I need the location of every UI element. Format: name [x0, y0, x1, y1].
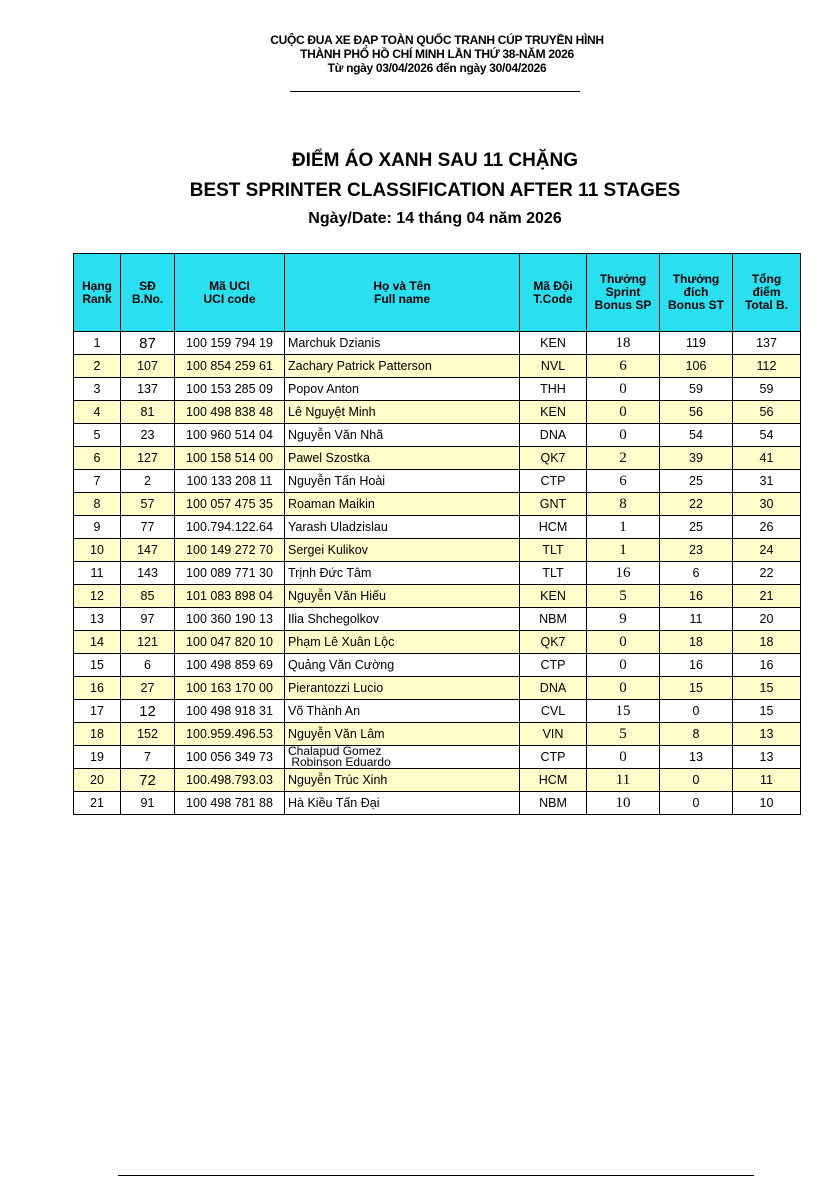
column-header-text: Full name	[373, 291, 430, 306]
bib-number-cell: 12	[121, 700, 175, 723]
column-header	[660, 254, 733, 332]
bonus-stage-cell: 18	[660, 631, 733, 654]
bib-number-cell: 77	[121, 516, 175, 539]
table-row	[74, 746, 801, 769]
uci-code-cell: 100 360 190 13	[175, 608, 285, 631]
rank-cell: 18	[74, 723, 121, 746]
uci-code-cell: 100 133 208 11	[175, 470, 285, 493]
team-code-cell: GNT	[520, 493, 587, 516]
header-line-3: Từ ngày 03/04/2026 đến ngày 30/04/2026	[327, 61, 547, 75]
bonus-stage-cell: 25	[660, 470, 733, 493]
rider-name-cell: Nguyễn Văn Lâm	[285, 723, 520, 746]
team-code-cell: THH	[520, 378, 587, 401]
table-row	[74, 562, 801, 585]
rank-cell: 12	[74, 585, 121, 608]
table-body	[74, 332, 801, 815]
uci-code-cell: 100 056 349 73	[175, 746, 285, 769]
bonus-sprint-cell: 0	[587, 401, 660, 424]
team-code-cell: NVL	[520, 355, 587, 378]
bonus-sprint-cell: 0	[587, 631, 660, 654]
uci-code-cell: 101 083 898 04	[175, 585, 285, 608]
column-header	[175, 254, 285, 332]
column-header-text: Bonus SP	[594, 298, 652, 312]
classification-table	[73, 253, 801, 815]
bonus-stage-cell: 15	[660, 677, 733, 700]
bonus-stage-cell: 59	[660, 378, 733, 401]
column-header-text: Bonus ST	[668, 298, 724, 312]
rider-name-cell	[285, 746, 520, 769]
bonus-stage-cell: 16	[660, 654, 733, 677]
bib-number-cell: 143	[121, 562, 175, 585]
table-row	[74, 723, 801, 746]
rider-name-cell: Nguyễn Văn Nhã	[285, 424, 520, 447]
table-row	[74, 447, 801, 470]
total-points-cell: 18	[733, 631, 801, 654]
table-row	[74, 654, 801, 677]
rider-name-line: Robinson Eduardo	[288, 755, 391, 769]
rank-cell: 6	[74, 447, 121, 470]
total-points-cell: 54	[733, 424, 801, 447]
bib-number-cell: 127	[121, 447, 175, 470]
bonus-stage-cell: 11	[660, 608, 733, 631]
rider-name-cell: Võ Thành An	[285, 700, 520, 723]
uci-code-cell: 100 158 514 00	[175, 447, 285, 470]
rank-cell: 11	[74, 562, 121, 585]
table-row	[74, 700, 801, 723]
rank-cell: 17	[74, 700, 121, 723]
bonus-sprint-cell: 16	[587, 562, 660, 585]
bib-number-cell: 87	[121, 332, 175, 355]
bonus-stage-cell: 16	[660, 585, 733, 608]
uci-code-cell: 100 498 781 88	[175, 792, 285, 815]
total-points-cell: 30	[733, 493, 801, 516]
bib-number-cell: 6	[121, 654, 175, 677]
total-points-cell: 20	[733, 608, 801, 631]
rider-name-cell: Hà Kiều Tấn Đại	[285, 792, 520, 815]
bib-number-cell: 23	[121, 424, 175, 447]
rank-cell: 15	[74, 654, 121, 677]
total-points-cell: 21	[733, 585, 801, 608]
rank-cell: 20	[74, 769, 121, 792]
total-points-cell: 112	[733, 355, 801, 378]
bib-number-cell: 2	[121, 470, 175, 493]
column-header-text: Mã UCI	[209, 278, 250, 293]
uci-code-cell: 100 498 838 48	[175, 401, 285, 424]
column-header-text: Sprint	[605, 285, 641, 299]
rank-cell: 5	[74, 424, 121, 447]
team-code-cell: TLT	[520, 562, 587, 585]
uci-code-cell: 100 159 794 19	[175, 332, 285, 355]
bonus-sprint-cell: 0	[587, 746, 660, 769]
team-code-cell: CTP	[520, 654, 587, 677]
bonus-stage-cell: 54	[660, 424, 733, 447]
team-code-cell: HCM	[520, 769, 587, 792]
bonus-stage-cell: 119	[660, 332, 733, 355]
column-header-text: Họ và Tên	[373, 278, 431, 293]
bonus-sprint-cell: 10	[587, 792, 660, 815]
footer-divider	[118, 1175, 754, 1176]
team-code-cell: KEN	[520, 332, 587, 355]
bonus-stage-cell: 8	[660, 723, 733, 746]
bonus-sprint-cell: 9	[587, 608, 660, 631]
rider-name-text	[288, 746, 519, 768]
team-code-cell: VIN	[520, 723, 587, 746]
bib-number-cell: 137	[121, 378, 175, 401]
bonus-stage-cell: 23	[660, 539, 733, 562]
bonus-sprint-cell: 2	[587, 447, 660, 470]
rider-name-cell: Roaman Maikin	[285, 493, 520, 516]
bonus-sprint-cell: 18	[587, 332, 660, 355]
rider-name-cell: Nguyễn Tấn Hoài	[285, 470, 520, 493]
table-row	[74, 355, 801, 378]
rank-cell: 21	[74, 792, 121, 815]
bonus-sprint-cell: 5	[587, 585, 660, 608]
bib-number-cell: 27	[121, 677, 175, 700]
table-row	[74, 424, 801, 447]
bonus-stage-cell: 0	[660, 700, 733, 723]
column-header-text: SĐ	[139, 278, 156, 293]
rank-cell: 7	[74, 470, 121, 493]
uci-code-cell: 100 153 285 09	[175, 378, 285, 401]
team-code-cell: KEN	[520, 401, 587, 424]
team-code-cell: HCM	[520, 516, 587, 539]
rank-cell: 14	[74, 631, 121, 654]
bib-number-cell: 57	[121, 493, 175, 516]
table-header-row	[74, 254, 801, 332]
uci-code-cell: 100 047 820 10	[175, 631, 285, 654]
column-header-text: Thưởng	[599, 272, 647, 286]
total-points-cell: 16	[733, 654, 801, 677]
team-code-cell: NBM	[520, 608, 587, 631]
bonus-sprint-cell: 6	[587, 470, 660, 493]
table-row	[74, 769, 801, 792]
uci-code-cell: 100 149 272 70	[175, 539, 285, 562]
rider-name-cell: Zachary Patrick Patterson	[285, 355, 520, 378]
total-points-cell: 15	[733, 700, 801, 723]
header-line-2: THÀNH PHỐ HỒ CHÍ MINH LẦN THỨ 38-NĂM 2026	[300, 47, 574, 61]
rank-cell: 8	[74, 493, 121, 516]
bib-number-cell: 91	[121, 792, 175, 815]
bonus-sprint-cell: 0	[587, 378, 660, 401]
bonus-sprint-cell: 1	[587, 516, 660, 539]
table-row	[74, 378, 801, 401]
bib-number-cell: 85	[121, 585, 175, 608]
table-row	[74, 401, 801, 424]
column-header-text: B.No.	[131, 291, 164, 306]
rank-cell: 19	[74, 746, 121, 769]
rank-cell: 1	[74, 332, 121, 355]
table-row	[74, 470, 801, 493]
bonus-sprint-cell: 15	[587, 700, 660, 723]
title-vietnamese: ĐIỂM ÁO XANH SAU 11 CHẶNG	[291, 150, 579, 171]
bonus-stage-cell: 0	[660, 769, 733, 792]
bonus-sprint-cell: 0	[587, 654, 660, 677]
bib-number-cell: 72	[121, 769, 175, 792]
column-header	[733, 254, 801, 332]
title-date: Ngày/Date: 14 tháng 04 năm 2026	[308, 210, 562, 227]
column-header	[74, 254, 121, 332]
rider-name-cell: Marchuk Dzianis	[285, 332, 520, 355]
total-points-cell: 26	[733, 516, 801, 539]
total-points-cell: 41	[733, 447, 801, 470]
total-points-cell: 15	[733, 677, 801, 700]
column-header-text: điểm	[752, 285, 781, 299]
rider-name-cell: Quảng Văn Cường	[285, 654, 520, 677]
rider-name-cell: Trịnh Đức Tâm	[285, 562, 520, 585]
uci-code-cell: 100 498 918 31	[175, 700, 285, 723]
total-points-cell: 31	[733, 470, 801, 493]
rider-name-cell: Nguyễn Trúc Xinh	[285, 769, 520, 792]
bib-number-cell: 107	[121, 355, 175, 378]
bonus-sprint-cell: 1	[587, 539, 660, 562]
rank-cell: 10	[74, 539, 121, 562]
bonus-stage-cell: 6	[660, 562, 733, 585]
column-header-text: Mã Đội	[533, 278, 573, 293]
rank-cell: 13	[74, 608, 121, 631]
uci-code-cell: 100 163 170 00	[175, 677, 285, 700]
total-points-cell: 56	[733, 401, 801, 424]
table-row	[74, 493, 801, 516]
bonus-stage-cell: 39	[660, 447, 733, 470]
bib-number-cell: 97	[121, 608, 175, 631]
bib-number-cell: 121	[121, 631, 175, 654]
uci-code-cell: 100 960 514 04	[175, 424, 285, 447]
column-header-text: Thưởng	[672, 272, 720, 286]
rank-cell: 2	[74, 355, 121, 378]
bonus-sprint-cell: 0	[587, 677, 660, 700]
bib-number-cell: 7	[121, 746, 175, 769]
bonus-sprint-cell: 0	[587, 424, 660, 447]
team-code-cell: CVL	[520, 700, 587, 723]
total-points-cell: 137	[733, 332, 801, 355]
table-row	[74, 516, 801, 539]
rider-name-cell: Sergei Kulikov	[285, 539, 520, 562]
column-header-text: Total B.	[744, 298, 789, 312]
rank-cell: 4	[74, 401, 121, 424]
bonus-stage-cell: 0	[660, 792, 733, 815]
table-row	[74, 332, 801, 355]
uci-code-cell: 100 057 475 35	[175, 493, 285, 516]
table-row	[74, 585, 801, 608]
team-code-cell: QK7	[520, 447, 587, 470]
column-header	[587, 254, 660, 332]
rider-name-cell: Ilia Shchegolkov	[285, 608, 520, 631]
uci-code-cell: 100 854 259 61	[175, 355, 285, 378]
bib-number-cell: 152	[121, 723, 175, 746]
bonus-stage-cell: 13	[660, 746, 733, 769]
team-code-cell: QK7	[520, 631, 587, 654]
rider-name-cell: Popov Anton	[285, 378, 520, 401]
rider-name-cell: Lê Nguyệt Minh	[285, 401, 520, 424]
uci-code-cell: 100 089 771 30	[175, 562, 285, 585]
header-line-1: CUỘC ĐUA XE ĐẠP TOÀN QUỐC TRANH CÚP TRUYỀN HÌNH	[270, 33, 604, 47]
total-points-cell: 24	[733, 539, 801, 562]
column-header-text: UCI code	[203, 291, 256, 306]
uci-code-cell: 100.794.122.64	[175, 516, 285, 539]
bonus-sprint-cell: 5	[587, 723, 660, 746]
bonus-sprint-cell: 6	[587, 355, 660, 378]
rider-name-cell: Yarash Uladzislau	[285, 516, 520, 539]
bonus-stage-cell: 25	[660, 516, 733, 539]
header-divider	[290, 91, 580, 92]
total-points-cell: 13	[733, 746, 801, 769]
rank-cell: 9	[74, 516, 121, 539]
total-points-cell: 13	[733, 723, 801, 746]
bonus-sprint-cell: 11	[587, 769, 660, 792]
bonus-stage-cell: 106	[660, 355, 733, 378]
rider-name-cell: Nguyễn Văn Hiếu	[285, 585, 520, 608]
team-code-cell: NBM	[520, 792, 587, 815]
bib-number-cell: 147	[121, 539, 175, 562]
team-code-cell: KEN	[520, 585, 587, 608]
uci-code-cell: 100 498 859 69	[175, 654, 285, 677]
column-header	[520, 254, 587, 332]
column-header	[285, 254, 520, 332]
column-header-text: T.Code	[533, 291, 573, 306]
team-code-cell: TLT	[520, 539, 587, 562]
total-points-cell: 59	[733, 378, 801, 401]
total-points-cell: 22	[733, 562, 801, 585]
rider-name-cell: Pawel Szostka	[285, 447, 520, 470]
title-english: BEST SPRINTER CLASSIFICATION AFTER 11 STAGES	[189, 180, 681, 201]
column-header-text: Hạng	[82, 278, 112, 293]
table-row	[74, 608, 801, 631]
bonus-stage-cell: 22	[660, 493, 733, 516]
table-row	[74, 792, 801, 815]
rider-name-line: Chalapud Gomez	[288, 745, 382, 758]
column-header-text: đích	[683, 285, 709, 299]
team-code-cell: DNA	[520, 677, 587, 700]
rider-name-cell: Phạm Lê Xuân Lộc	[285, 631, 520, 654]
table-row	[74, 539, 801, 562]
bonus-sprint-cell: 8	[587, 493, 660, 516]
team-code-cell: DNA	[520, 424, 587, 447]
table-row	[74, 631, 801, 654]
uci-code-cell: 100.498.793.03	[175, 769, 285, 792]
column-header-text: Rank	[82, 291, 112, 306]
column-header-text: Tổng	[751, 272, 782, 286]
rank-cell: 3	[74, 378, 121, 401]
rank-cell: 16	[74, 677, 121, 700]
team-code-cell: CTP	[520, 470, 587, 493]
uci-code-cell: 100.959.496.53	[175, 723, 285, 746]
table-row	[74, 677, 801, 700]
rider-name-cell: Pierantozzi Lucio	[285, 677, 520, 700]
bonus-stage-cell: 56	[660, 401, 733, 424]
total-points-cell: 10	[733, 792, 801, 815]
total-points-cell: 11	[733, 769, 801, 792]
team-code-cell: CTP	[520, 746, 587, 769]
bib-number-cell: 81	[121, 401, 175, 424]
column-header	[121, 254, 175, 332]
